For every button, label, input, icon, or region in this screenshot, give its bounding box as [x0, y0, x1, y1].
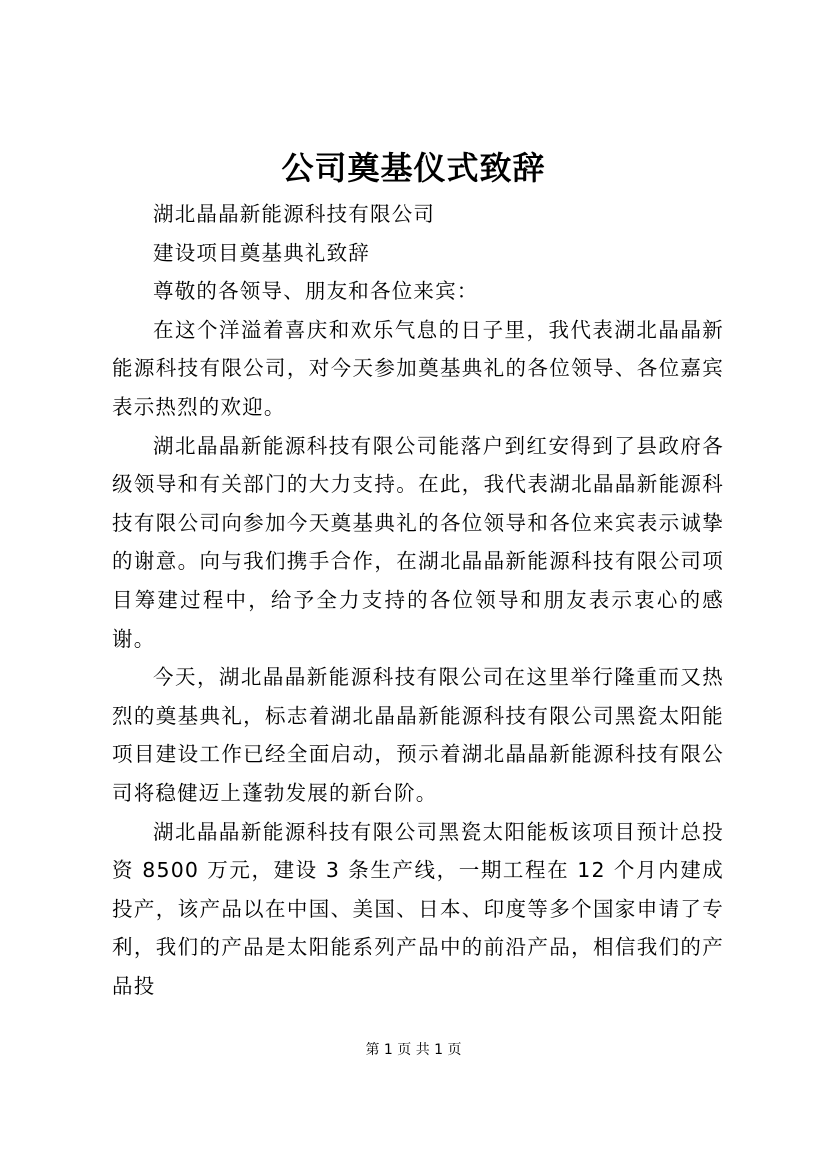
paragraph-investment: 湖北晶晶新能源科技有限公司黑瓷太阳能板该项目预计总投资 8500 万元，建设 3 条生产线，一期工程在 12 个月内建成投产，该产品以在中国、美国、日本、印度等多个国家申请了专利，我们的产品是太阳能系列产品中的前沿产品，相信我们的产品投: [112, 819, 724, 998]
company-name-line: 湖北晶晶新能源科技有限公司: [153, 202, 436, 226]
paragraph-ceremony: 今天，湖北晶晶新能源科技有限公司在这里举行隆重而又热烈的奠基典礼，标志着湖北晶晶新能源科技有限公司黑瓷太阳能项目建设工作已经全面启动，预示着湖北晶晶新能源科技有限公司将稳健迈上蓬勃发展的新台阶。: [112, 665, 724, 805]
document-title: 公司奠基仪式致辞: [281, 149, 546, 187]
document-body: [112, 195, 724, 1005]
page-footer: 第 1 页 共 1 页: [365, 1042, 462, 1058]
salutation-line: 尊敬的各领导、朋友和各位来宾：: [153, 279, 479, 304]
subtitle-line: 建设项目奠基典礼致辞: [153, 240, 370, 265]
paragraph-thanks: 湖北晶晶新能源科技有限公司能落户到红安得到了县政府各级领导和有关部门的大力支持。在此，我代表湖北晶晶新能源科技有限公司向参加今天奠基典礼的各位领导和各位来宾表示诚挚的谢意。向与我们携手合作，在湖北晶晶新能源科技有限公司项目筹建过程中，给予全力支持的各位领导和朋友表示衷心的感谢。: [112, 433, 724, 651]
paragraph-welcome: 在这个洋溢着喜庆和欢乐气息的日子里，我代表湖北晶晶新能源科技有限公司，对今天参加奠基典礼的各位领导、各位嘉宾表示热烈的欢迎。: [112, 317, 724, 419]
